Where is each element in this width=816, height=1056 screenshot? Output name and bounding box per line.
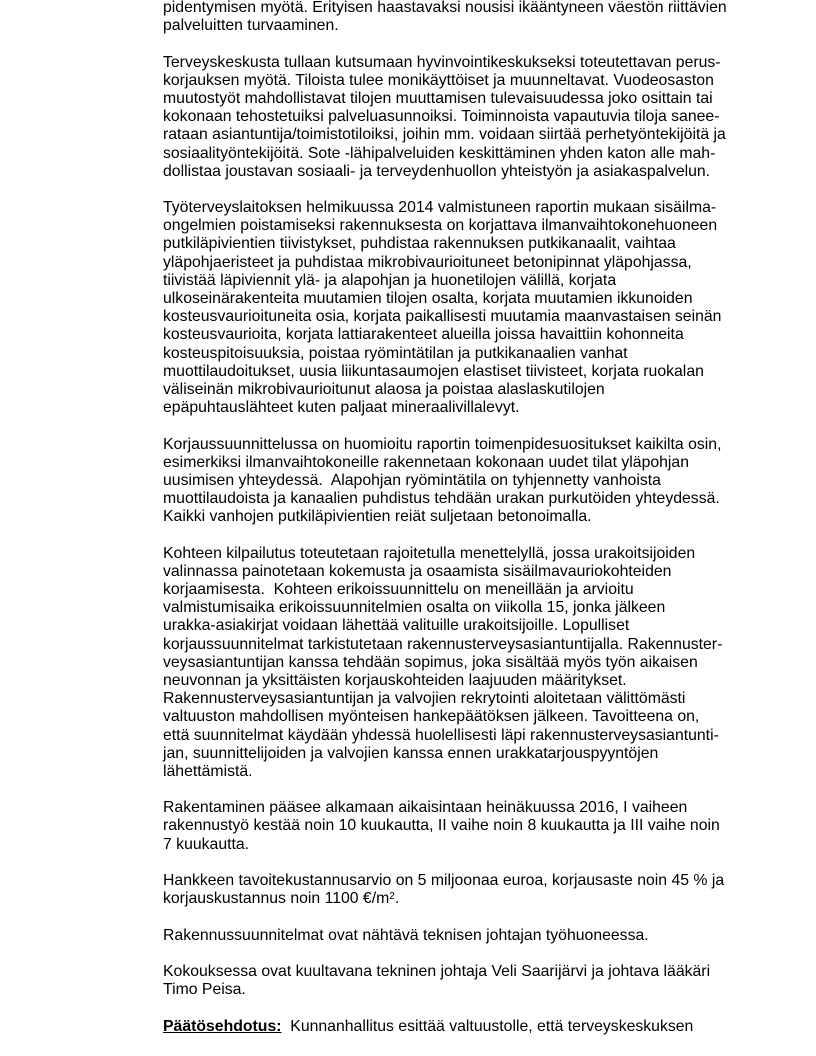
text-line: dollistaa joustavan sosiaali- ja terveydenhuollon yhteistyön ja asiakaspalvelun.	[163, 162, 711, 180]
text-line: Kaikki vanhojen putkiläpivientien reiät suljetaan betonoimalla.	[163, 508, 592, 526]
text-line: epäpuhtauslähteet kuten paljaat mineraalivillalevyt.	[163, 399, 520, 417]
proposal-label: Päätösehdotus:	[163, 1017, 282, 1035]
paragraph-hearing	[163, 963, 727, 999]
text-line: valmistumisaika erikoissuunnitelmien osalta on viikolla 15, jonka jälkeen	[163, 599, 666, 617]
text-line: kosteusvaurioituneita osia, korjata paikallisesti muutamia maanvastaisen seinän	[163, 308, 722, 326]
paragraph	[163, 799, 727, 854]
text-line: ulkoseinärakenteita muutamien tilojen osalta, korjata muutamien ikkunoiden	[163, 290, 693, 307]
text-line: 7 kuukautta.	[163, 835, 250, 853]
text-line: rataan asiantuntija/toimistotiloiksi, joihin mm. voidaan siirtää perhetyöntekijöitä ja	[163, 126, 726, 144]
text-line: kosteusvaurioita, korjata lattiarakenteet alueilla joissa havaittiin kohonneita	[163, 326, 684, 344]
paragraph	[163, 54, 727, 181]
text-line: korjaamisesta. Kohteen erikoissuunnittelu on meneillään ja arvioitu	[163, 581, 634, 598]
text-line: Rakentaminen pääsee alkamaan aikaisintaan heinäkuussa 2016, I vaiheen	[163, 799, 688, 817]
text-line: esimerkiksi ilmanvaihtokoneille rakennetaan kokonaan uudet tilat yläpohjan	[163, 453, 690, 471]
cost-text: korjauskustannus noin 1100 €/m	[163, 890, 390, 908]
paragraph	[163, 0, 727, 35]
text-line: Kokouksessa ovat kuultavana tekninen johtaja Veli Saarijärvi ja johtava lääkäri	[163, 962, 711, 980]
text-line: lähettämistä.	[163, 762, 253, 780]
paragraph	[163, 545, 727, 781]
text-line: rakennustyö kestää noin 10 kuukautta, II vaihe noin 8 kuukautta ja III vaihe noin	[163, 817, 720, 835]
text-line: ongelmien poistamiseksi rakennuksesta on korjattava ilmanvaihtokonehuoneen	[163, 217, 718, 235]
paragraph	[163, 436, 727, 527]
text-line: neuvonnan ja yksittäisten korjauskohteiden laajuuden määritykset.	[163, 671, 627, 689]
text-line: Korjaussuunnittelussa on huomioitu raportin toimenpidesuositukset kaikilta osin,	[163, 435, 722, 453]
text-line: Kohteen kilpailutus toteutetaan rajoitetulla menettelyllä, jossa urakoitsijoiden	[163, 544, 696, 562]
proposal-text: Kunnanhallitus esittää valtuustolle, että terveyskeskuksen	[281, 1017, 694, 1035]
text-line: korjaussuunnitelmat tarkistutetaan rakennusterveysasiantuntijalla. Rakennuster-	[163, 635, 723, 653]
text-line: Timo Peisa.	[163, 981, 246, 999]
text-line: valtuuston mahdollisen myönteisen hankepäätöksen jälkeen. Tavoitteena on,	[163, 708, 700, 726]
paragraph-cost	[163, 872, 727, 908]
text-line: urakka-asiakirjat voidaan lähettää valituille urakoitsijoille. Lopulliset	[163, 617, 630, 635]
paragraph-plans: Rakennussuunnitelmat ovat nähtävä teknisen johtajan työhuoneessa.	[163, 926, 649, 944]
text-line: pidentymisen myötä. Erityisen haastavaksi nousisi ikääntyneen väestön riittävien	[163, 0, 727, 16]
text-line: veysasiantuntijan kanssa tehdään sopimus, joka sisältää myös työn aikaisen	[163, 653, 698, 671]
text-line: korjauksen myötä. Tiloista tulee monikäyttöiset ja muunneltavat. Vuodeosaston	[163, 71, 714, 89]
text-line: tiivistää läpiviennit ylä- ja alapohjan ja huonetilojen välillä, korjata	[163, 271, 617, 289]
text-line: valinnassa painotetaan kokemusta ja osaamista sisäilmavauriokohteiden	[163, 562, 672, 580]
proposal-paragraph	[163, 1018, 727, 1036]
text-line: sosiaalityöntekijöitä. Sote -lähipalveluiden keskittäminen yhden katon alle mah-	[163, 144, 716, 162]
text-line	[163, 890, 727, 908]
text-line: Hankkeen tavoitekustannusarvio on 5 miljoonaa euroa, korjausaste noin 45 % ja	[163, 872, 725, 889]
text-line: kokonaan tehostetuiksi palveluasunnoiksi. Toiminnoista vapautuvia tiloja sanee-	[163, 108, 720, 126]
period: .	[394, 890, 400, 908]
text-line: jan, suunnittelijoiden ja valvojien kanssa ennen urakkatarjouspyyntöjen	[163, 744, 659, 762]
text-line: muutostyöt mahdollistavat tilojen muuttamisen tulevaisuudessa joko osittain tai	[163, 89, 713, 107]
text-line: väliseinän mikrobivaurioitunut alaosa ja poistaa alaslaskutilojen	[163, 380, 605, 398]
document-body	[163, 0, 727, 1036]
text-line: yläpohjaeristeet ja puhdistaa mikrobivaurioituneet betonipinnat yläpohjassa,	[163, 253, 692, 271]
text-line: putkiläpivientien tiivistykset, puhdistaa rakennuksen putkikanaalit, vaihtaa	[163, 235, 676, 253]
text-line: että suunnitelmat käydään yhdessä huolellisesti läpi rakennusterveysasiantunti-	[163, 726, 719, 744]
text-line: muottilaudoitukset, uusia liikuntasaumojen elastiset tiivisteet, korjata ruokalan	[163, 362, 704, 380]
superscript: 2	[389, 891, 395, 903]
paragraph	[163, 199, 727, 417]
text-line: Terveyskeskusta tullaan kutsumaan hyvinvointikeskukseksi toteutettavan perus-	[163, 53, 721, 71]
text-line: muottilaudoista ja kanaalien puhdistus tehdään urakan purkutöiden yhteydessä.	[163, 490, 720, 508]
text-line: Työterveyslaitoksen helmikuussa 2014 valmistuneen raportin mukaan sisäilma-	[163, 199, 717, 217]
text-line: palveluitten turvaaminen.	[163, 17, 339, 35]
text-line: kosteuspitoisuuksia, poistaa ryömintätilan ja putkikanaalien vanhat	[163, 344, 628, 362]
text-line: uusimisen yhteydessä. Alapohjan ryömintätila on tyhjennetty vanhoista	[163, 471, 661, 489]
text-line: Rakennusterveysasiantuntijan ja valvojien rekrytointi aloitetaan välittömästi	[163, 690, 686, 708]
